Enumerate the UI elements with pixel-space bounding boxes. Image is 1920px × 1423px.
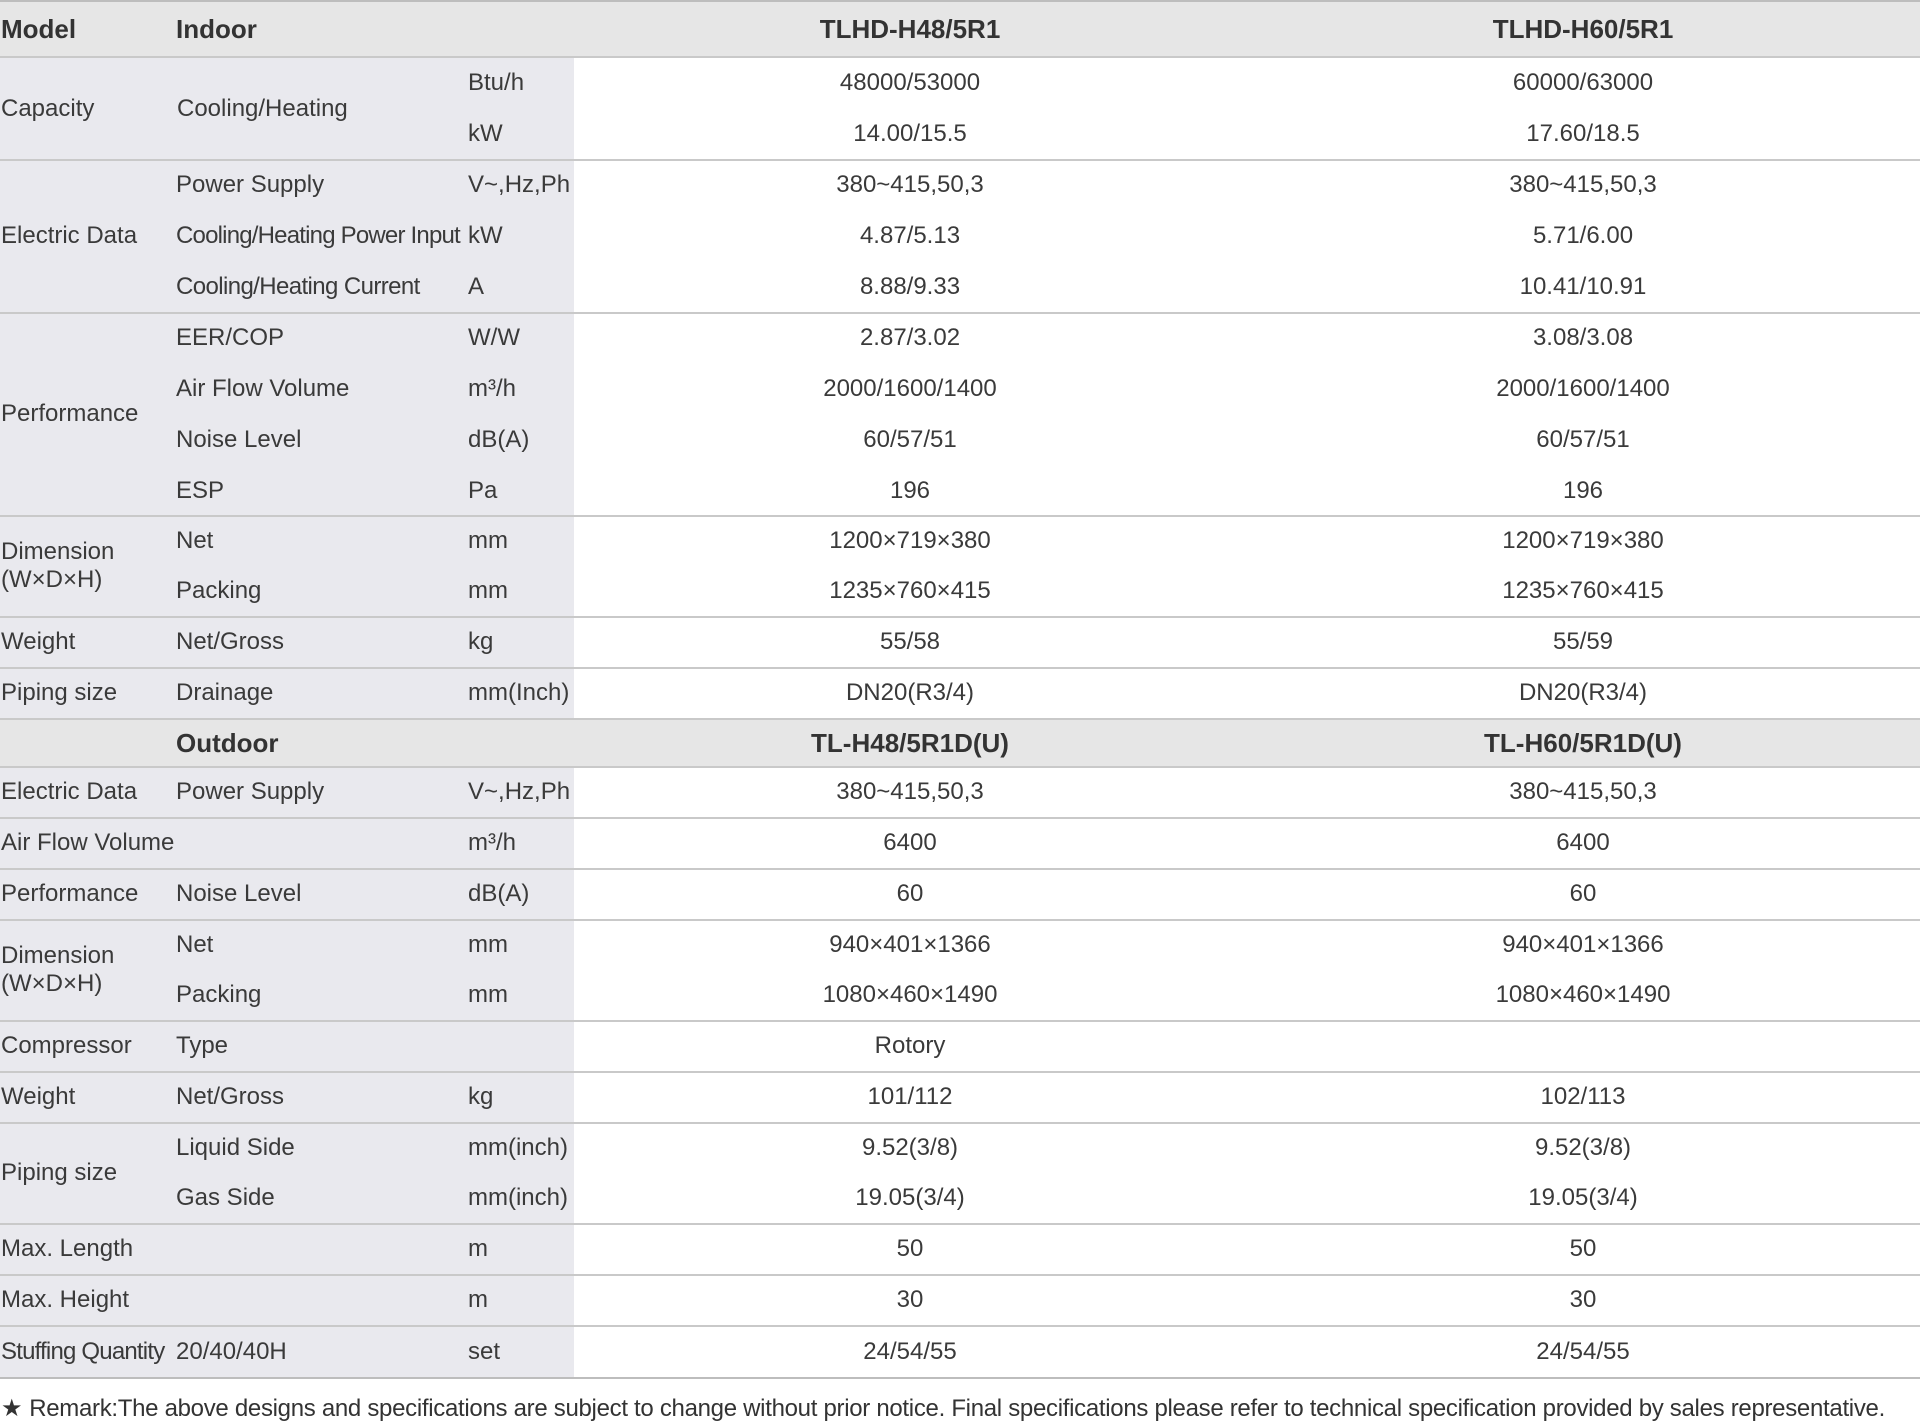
value-cell: 60 xyxy=(1569,880,1597,907)
value-cell: 1235×760×415 xyxy=(1502,577,1664,604)
value-cell: 1080×460×1490 xyxy=(822,981,998,1008)
unit-cell: kg xyxy=(468,628,494,655)
unit-cell: m³/h xyxy=(468,829,516,856)
unit-cell: mm xyxy=(468,577,508,604)
value-cell: 5.71/6.00 xyxy=(1532,222,1634,249)
value-cell: 3.08/3.08 xyxy=(1532,324,1634,351)
value-cell: 1235×760×415 xyxy=(829,577,991,604)
unit-cell: m xyxy=(468,1286,488,1313)
unit-cell: mm(Inch) xyxy=(468,679,570,706)
value-cell: 1200×719×380 xyxy=(829,527,991,554)
value-cell: 8.88/9.33 xyxy=(859,273,961,300)
unit-cell: Btu/h xyxy=(468,69,525,96)
param-cell: Type xyxy=(176,1032,229,1059)
value-cell: 380~415,50,3 xyxy=(1509,778,1657,805)
table-row xyxy=(0,970,1920,1020)
group-cell: Max. Height xyxy=(1,1286,130,1313)
group-cell: Max. Length xyxy=(1,1235,134,1262)
divider xyxy=(0,1377,1920,1379)
table-row xyxy=(0,1326,1920,1377)
table-row xyxy=(0,262,1920,312)
value-cell: 55/58 xyxy=(879,628,941,655)
value-cell: 48000/53000 xyxy=(839,69,981,96)
param-cell: Net/Gross xyxy=(176,1083,285,1110)
table-row xyxy=(0,1072,1920,1122)
table-row xyxy=(0,617,1920,667)
value-cell: 55/59 xyxy=(1552,628,1614,655)
value-cell: Rotory xyxy=(874,1032,946,1059)
group-electric-data: Electric Data xyxy=(1,222,138,249)
table-row xyxy=(0,1021,1920,1071)
unit-cell: set xyxy=(468,1337,501,1365)
table-row xyxy=(0,920,1920,970)
remark-text: Remark:The above designs and specifications are subject to change without prior notice. Final specifications please refer to technical specification provided by sales representative. xyxy=(29,1395,1885,1422)
value-cell: 196 xyxy=(1562,477,1604,504)
group-weight: Weight xyxy=(1,628,76,655)
group-cell: Weight xyxy=(1,1083,76,1110)
value-cell: 1080×460×1490 xyxy=(1495,981,1671,1008)
param-cell: Net/Gross xyxy=(176,628,285,655)
value-cell: 380~415,50,3 xyxy=(836,778,984,805)
value-cell: 380~415,50,3 xyxy=(1509,171,1657,198)
table-row xyxy=(0,668,1920,718)
param-cell: Cooling/Heating Current xyxy=(176,273,420,300)
table-row xyxy=(0,415,1920,465)
group-performance: Performance xyxy=(1,400,139,427)
group-cell: Compressor xyxy=(1,1032,132,1059)
value-cell: 60/57/51 xyxy=(1536,426,1630,453)
param-cell: Noise Level xyxy=(176,426,302,453)
header-indoor: Indoor xyxy=(176,14,257,44)
table-row xyxy=(0,1224,1920,1274)
param-cell: Gas Side xyxy=(176,1184,275,1211)
unit-cell: dB(A) xyxy=(468,880,530,907)
table-row xyxy=(0,1275,1920,1325)
table-row xyxy=(0,160,1920,210)
divider xyxy=(0,0,1920,2)
star-icon: ★ xyxy=(1,1395,23,1422)
unit-cell: kW xyxy=(468,222,503,249)
group-cell: Electric Data xyxy=(1,778,138,805)
header-model-1: TLHD-H48/5R1 xyxy=(819,14,1001,44)
table-row xyxy=(0,818,1920,868)
value-cell: 101/112 xyxy=(867,1083,953,1110)
header-outdoor-model-1: TL-H48/5R1D(U) xyxy=(811,727,1009,758)
unit-cell: kg xyxy=(468,1083,494,1110)
group-dimension-outdoor: Dimension (W×D×H) xyxy=(1,942,115,997)
param-cell: Net xyxy=(176,931,214,958)
table-row xyxy=(0,767,1920,817)
unit-cell: mm xyxy=(468,527,508,554)
value-cell: 30 xyxy=(1569,1286,1597,1313)
unit-cell: V~,Hz,Ph xyxy=(468,171,571,198)
value-cell: 196 xyxy=(889,477,931,504)
indoor-header-row xyxy=(0,2,1920,57)
value-cell: 19.05(3/4) xyxy=(1528,1184,1638,1211)
value-cell: 60/57/51 xyxy=(863,426,957,453)
table-row xyxy=(0,313,1920,363)
table-row xyxy=(0,1173,1920,1223)
unit-cell: mm(inch) xyxy=(468,1184,568,1211)
param-cell: Packing xyxy=(176,577,262,604)
header-model: Model xyxy=(1,14,77,44)
group-cell: Performance xyxy=(1,880,139,907)
value-cell: 6400 xyxy=(1556,829,1610,856)
value-cell: 50 xyxy=(896,1235,924,1262)
value-cell: DN20(R3/4) xyxy=(1518,679,1648,706)
param-cell: Power Supply xyxy=(176,778,325,805)
value-cell: 102/113 xyxy=(1540,1083,1626,1110)
group-piping-size: Piping size xyxy=(1,679,118,706)
param-cell: Drainage xyxy=(176,679,274,706)
outdoor-header-row xyxy=(0,720,1920,766)
value-cell: 9.52(3/8) xyxy=(861,1134,959,1161)
unit-cell: mm xyxy=(468,981,508,1008)
value-cell: 6400 xyxy=(883,829,937,856)
param-cell: 20/40/40H xyxy=(176,1337,287,1365)
value-cell: 380~415,50,3 xyxy=(836,171,984,198)
group-capacity: Capacity xyxy=(1,94,95,122)
group-cell: Stuffing Quantity xyxy=(1,1337,165,1365)
param-cell: Noise Level xyxy=(176,880,302,907)
param-cell: EER/COP xyxy=(176,324,285,351)
unit-cell: m xyxy=(468,1235,488,1262)
group-piping-size-outdoor: Piping size xyxy=(1,1159,118,1186)
param-cell: Power Supply xyxy=(176,171,325,198)
table-row xyxy=(0,869,1920,919)
value-cell: 60 xyxy=(896,880,924,907)
unit-cell: Pa xyxy=(468,477,498,504)
header-outdoor-model-2: TL-H60/5R1D(U) xyxy=(1484,727,1682,758)
param-cell: Cooling/Heating Power Input xyxy=(176,222,460,249)
param-cell: Packing xyxy=(176,981,262,1008)
group-dimension: Dimension (W×D×H) xyxy=(1,538,115,593)
param-cell: Liquid Side xyxy=(176,1134,295,1161)
unit-cell: W/W xyxy=(468,324,520,351)
value-cell: 24/54/55 xyxy=(863,1337,957,1365)
group-cell: Air Flow Volume xyxy=(1,829,175,856)
header-model-2: TLHD-H60/5R1 xyxy=(1492,14,1674,44)
value-cell: 2.87/3.02 xyxy=(859,324,961,351)
unit-cell: A xyxy=(468,273,485,300)
unit-cell: V~,Hz,Ph xyxy=(468,778,571,805)
unit-cell: mm xyxy=(468,931,508,958)
param-cell: ESP xyxy=(176,477,225,504)
value-cell: 30 xyxy=(896,1286,924,1313)
group-capacity-sub: Cooling/Heating xyxy=(177,94,348,122)
value-cell: 17.60/18.5 xyxy=(1526,120,1640,147)
value-cell: 50 xyxy=(1569,1235,1597,1262)
header-outdoor: Outdoor xyxy=(176,727,279,758)
value-cell: 2000/1600/1400 xyxy=(823,375,997,402)
value-cell: 2000/1600/1400 xyxy=(1496,375,1670,402)
unit-cell: m³/h xyxy=(468,375,516,402)
unit-cell: mm(inch) xyxy=(468,1134,568,1161)
table-row xyxy=(0,466,1920,516)
value-cell: DN20(R3/4) xyxy=(845,679,975,706)
table-row xyxy=(0,364,1920,414)
value-cell: 940×401×1366 xyxy=(1502,931,1664,958)
table-row xyxy=(0,566,1920,616)
param-cell: Net xyxy=(176,527,214,554)
value-cell: 60000/63000 xyxy=(1512,69,1654,96)
table-row xyxy=(0,109,1920,159)
value-cell: 10.41/10.91 xyxy=(1519,273,1647,300)
unit-cell: dB(A) xyxy=(468,426,530,453)
value-cell: 1200×719×380 xyxy=(1502,527,1664,554)
remark-note xyxy=(0,1394,1920,1423)
table-row xyxy=(0,211,1920,261)
value-cell: 940×401×1366 xyxy=(829,931,991,958)
table-row xyxy=(0,58,1920,108)
value-cell: 4.87/5.13 xyxy=(859,222,961,249)
value-cell: 9.52(3/8) xyxy=(1534,1134,1632,1161)
value-cell: 14.00/15.5 xyxy=(853,120,967,147)
param-cell: Air Flow Volume xyxy=(176,375,350,402)
unit-cell: kW xyxy=(468,120,503,147)
value-cell: 24/54/55 xyxy=(1536,1337,1630,1365)
value-cell: 19.05(3/4) xyxy=(855,1184,965,1211)
table-row xyxy=(0,516,1920,566)
table-row xyxy=(0,1123,1920,1173)
